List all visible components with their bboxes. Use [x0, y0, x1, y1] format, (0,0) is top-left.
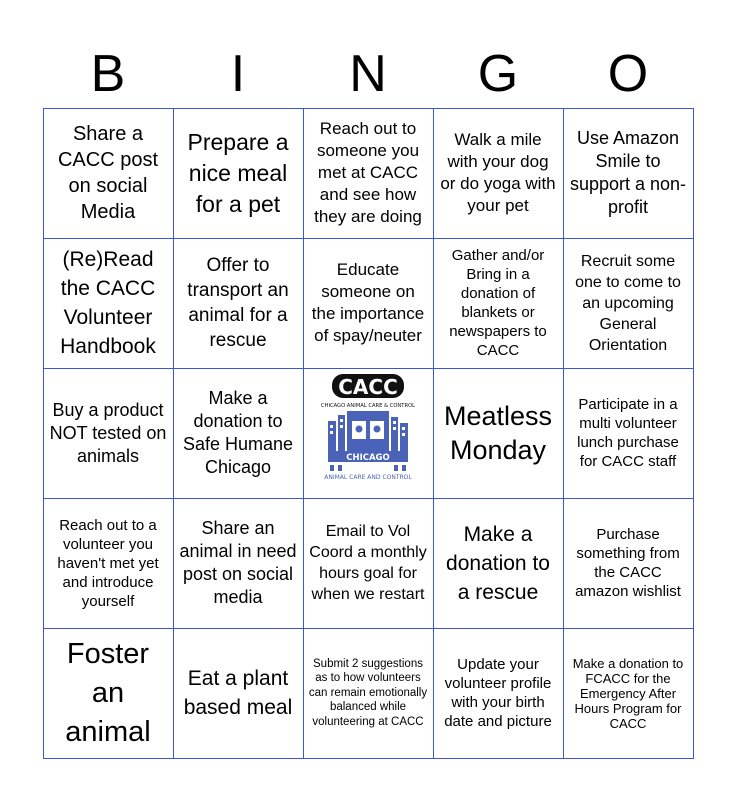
cell-text: Offer to transport an animal for a rescue — [187, 255, 289, 351]
cell-text: Share an animal in need post on social media — [179, 518, 297, 607]
cell-text: Reach out to someone you met at CACC and see how they are doing — [314, 119, 422, 226]
cell-text: Gather and/or Bring in a donation of blankets or newspapers to CACC — [449, 247, 547, 359]
bingo-cell[interactable] — [43, 368, 174, 499]
bingo-cell[interactable] — [433, 628, 564, 759]
cell-text: Foster an animal — [65, 637, 151, 748]
cell-text: Reach out to a volunteer you haven't met yet and introduce yourself — [57, 516, 159, 610]
cell-text: Meatless Monday — [443, 401, 553, 465]
bingo-cell[interactable] — [173, 108, 304, 239]
bingo-cell[interactable] — [43, 238, 174, 369]
cell-text: Walk a mile with your dog or do yoga with your pet — [440, 130, 556, 215]
cell-text: Educate someone on the importance of spay/neuter — [311, 260, 425, 345]
bingo-header — [43, 40, 693, 108]
free-space-logo — [303, 368, 434, 499]
bingo-cell[interactable] — [43, 628, 174, 759]
header-letter-b: B — [90, 45, 126, 103]
bingo-cell[interactable] — [303, 628, 434, 759]
bingo-cell[interactable] — [173, 368, 304, 499]
bingo-cell[interactable] — [303, 498, 434, 629]
cacc-logo-icon — [308, 371, 428, 495]
bingo-board — [43, 108, 693, 758]
bingo-cell[interactable] — [563, 238, 694, 369]
cell-text: Participate in a multi volunteer lunch purchase for CACC staff — [577, 396, 679, 470]
bingo-cell[interactable] — [173, 628, 304, 759]
cell-text: Make a donation to Safe Humane Chicago — [182, 388, 294, 477]
cell-text: Recruit some one to come to an upcoming General Orientation — [575, 252, 681, 354]
bingo-cell[interactable] — [173, 498, 304, 629]
cell-text: Update your volunteer profile with your birth date and picture — [444, 656, 552, 730]
cell-text: Share a CACC post on social Media — [57, 123, 159, 223]
bingo-cell[interactable] — [303, 108, 434, 239]
cell-text: Buy a product NOT tested on animals — [49, 399, 167, 466]
header-letter-n: N — [349, 45, 387, 103]
logo-tagline: CHICAGO ANIMAL CARE & CONTROL — [320, 403, 416, 409]
header-letter-o: O — [607, 45, 649, 103]
cell-text: Eat a plant based meal — [183, 667, 293, 719]
cell-text: Prepare a nice meal for a pet — [187, 128, 289, 217]
cell-text: Purchase something from the CACC amazon wishlist — [575, 526, 681, 600]
bingo-cell[interactable] — [563, 108, 694, 239]
header-letter-g: G — [477, 45, 519, 103]
bingo-cell[interactable] — [563, 498, 694, 629]
logo-city: CHICAGO — [346, 453, 390, 463]
cell-text: (Re)Read the CACC Volunteer Handbook — [60, 248, 156, 358]
bingo-cell[interactable] — [43, 498, 174, 629]
cell-text: Submit 2 suggestions as to how volunteers can remain emotionally balanced while volunteering at CACC — [308, 657, 428, 728]
bingo-cell[interactable] — [433, 498, 564, 629]
cell-text: Make a donation to FCACC for the Emergency After Hours Program for CACC — [572, 655, 684, 731]
cell-text: Use Amazon Smile to support a non-profit — [569, 128, 687, 217]
bingo-cell[interactable] — [433, 368, 564, 499]
bingo-cell[interactable] — [563, 368, 694, 499]
bingo-cell[interactable] — [433, 238, 564, 369]
bingo-cell[interactable] — [173, 238, 304, 369]
logo-wordmark: CACC — [338, 375, 398, 399]
bingo-cell[interactable] — [303, 238, 434, 369]
logo-subtitle: ANIMAL CARE AND CONTROL — [324, 474, 412, 481]
bingo-cell[interactable] — [43, 108, 174, 239]
cell-text: Email to Vol Coord a monthly hours goal for when we restart — [309, 523, 427, 603]
bingo-cell[interactable] — [563, 628, 694, 759]
bingo-cell[interactable] — [433, 108, 564, 239]
cell-text: Make a donation to a rescue — [446, 522, 550, 604]
header-letter-i: I — [230, 45, 246, 103]
